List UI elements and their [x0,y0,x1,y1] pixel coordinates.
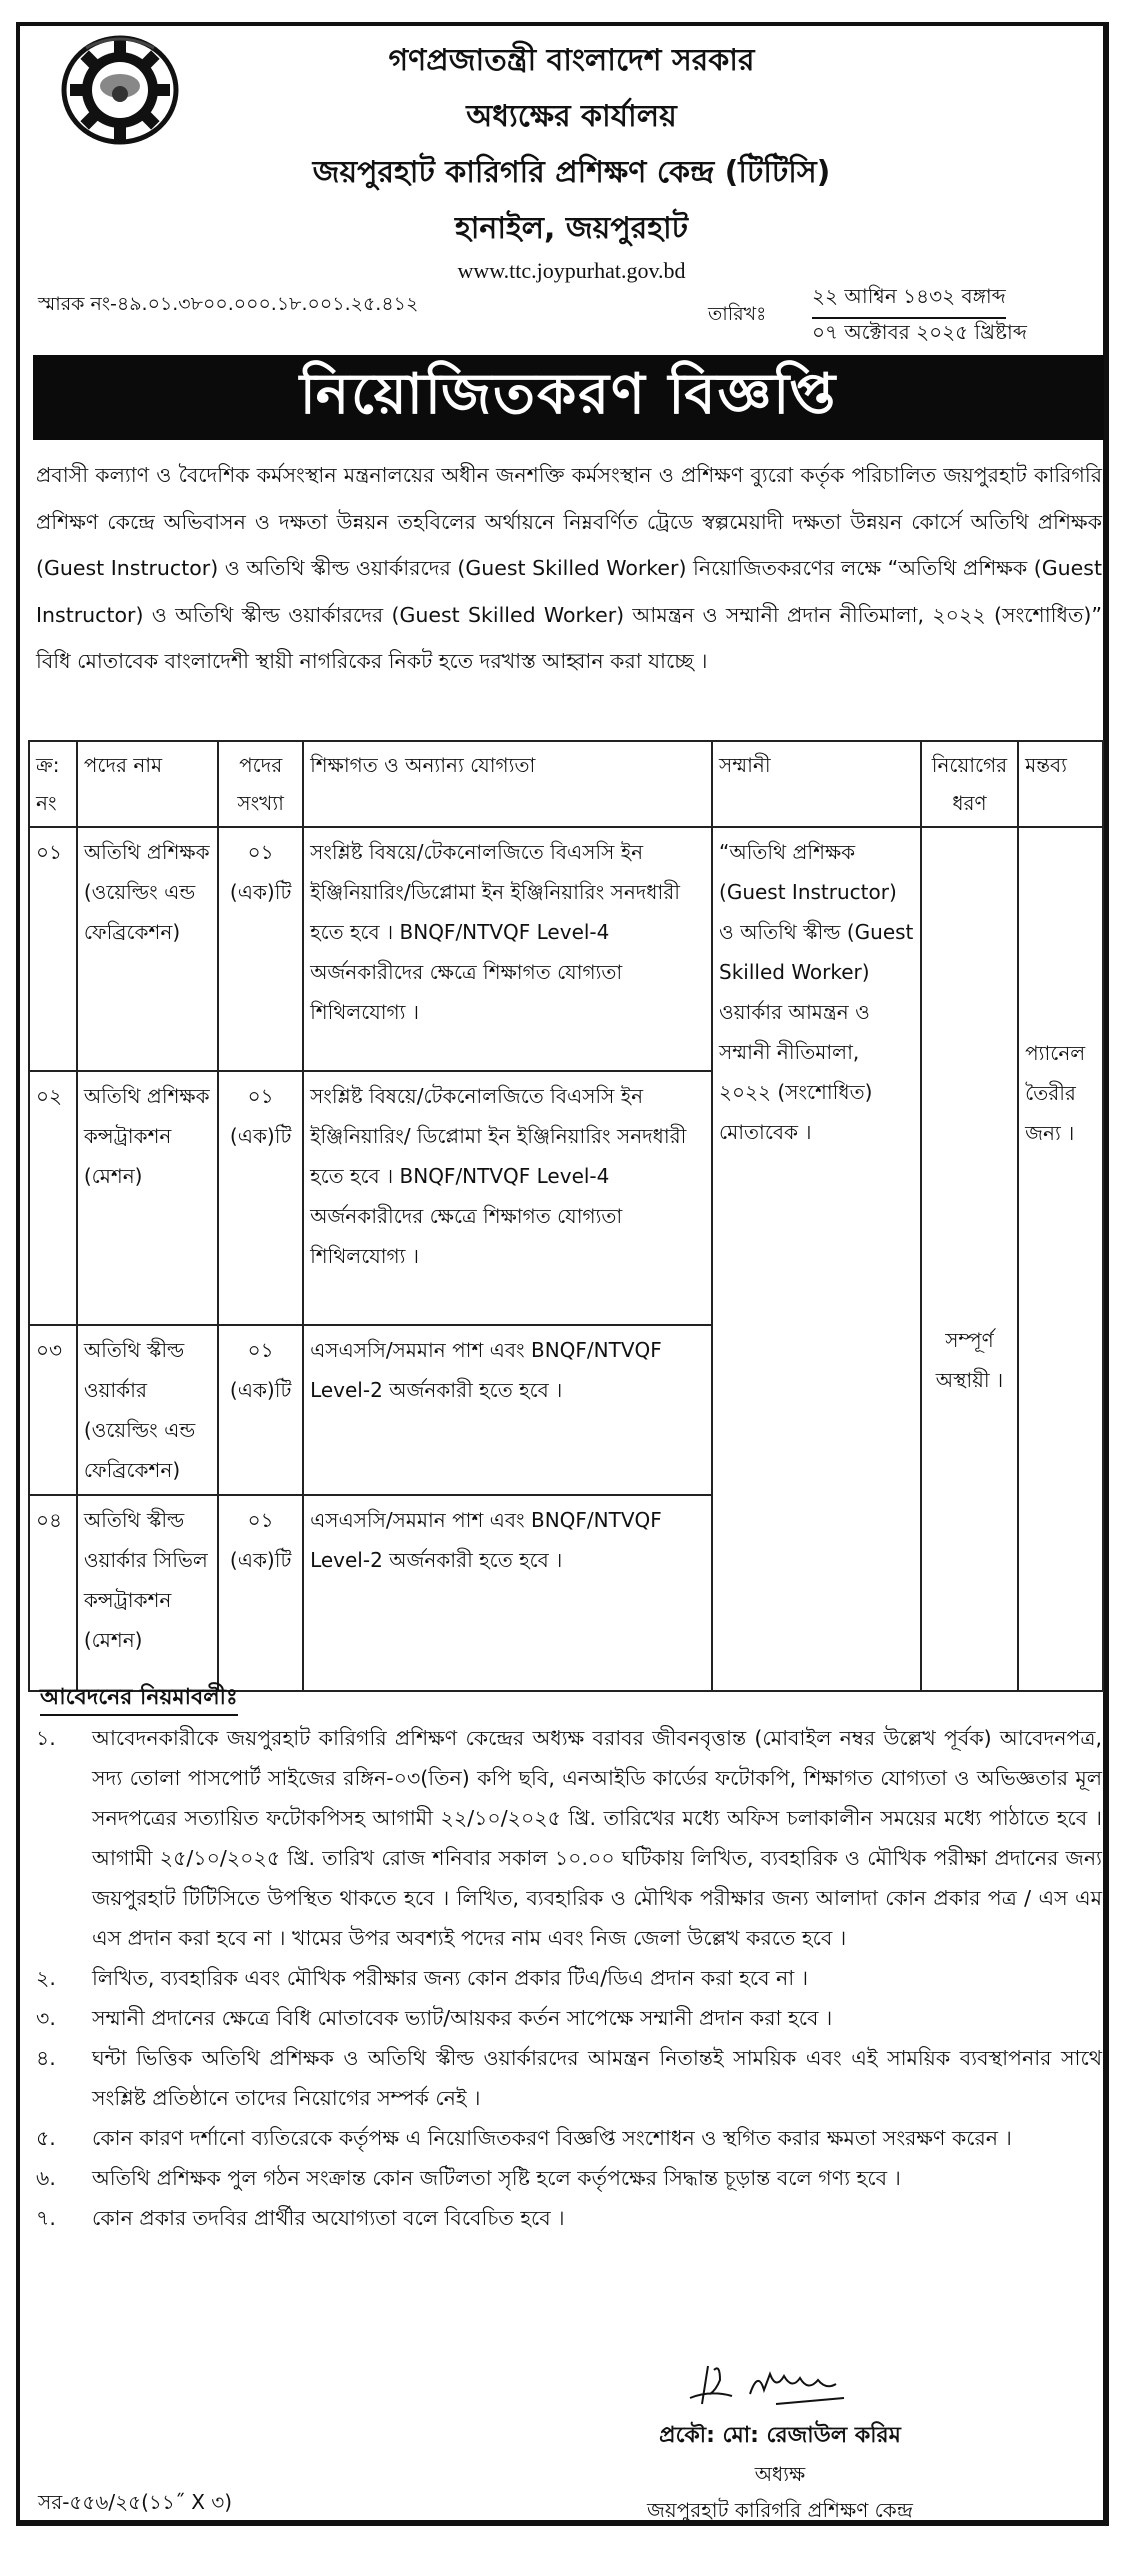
rules-heading: আবেদনের নিয়মাবলীঃ [40,1682,238,1716]
rule-number: ১. [36,1726,56,1750]
signature-block [560,2360,1000,2528]
header-office: অধ্যক্ষের কার্যালয় [466,99,677,134]
rule-item [36,2038,1102,2118]
col-appointment-type: নিয়োগের ধরণ [921,741,1018,827]
cell-qualification: সংশ্লিষ্ট বিষয়ে/টেকনোলজিতে বিএসসি ইন ইঞ্জিনিয়ারিং/ডিপ্লোমা ইন ইঞ্জিনিয়ারিং সনদধারী হতে হবে । BNQF/NTVQF Level-4 অর্জনকারীদের ক্ষেত্রে শিক্ষাগত যোগ্যতা শিথিলযোগ্য । [303,827,712,1071]
cell-post-name: অতিথি স্কীল্ড ওয়ার্কার (ওয়েল্ডিং এন্ড ফেব্রিকেশন) [77,1325,218,1495]
rule-item [36,2198,1102,2238]
website-link[interactable]: www.ttc.joypurhat.gov.bd [457,258,686,283]
signatory-designation: অধ্যক্ষ [754,2462,806,2486]
col-post-name: পদের নাম [77,741,218,827]
rule-item [36,1718,1102,1958]
rule-item [36,1958,1102,1998]
cell-post-count: ০১ (এক)টি [218,827,303,1071]
cell-qualification: এসএসসি/সমমান পাশ এবং BNQF/NTVQF Level-2 অর্জনকারী হতে হবে । [303,1495,712,1691]
col-post-count: পদের সংখ্যা [218,741,303,827]
cell-honorarium: “অতিথি প্রশিক্ষক (Guest Instructor) ও অতিথি স্কীল্ড (Guest Skilled Worker) ওয়ার্কার আমন্ত্রন ও সম্মানী নীতিমালা, ২০২২ (সংশোধিত) মোতাবেক । [712,827,921,1691]
rule-number: ৫. [36,2126,56,2150]
date-label: তারিখঃ [708,303,767,325]
header-institution: জয়পুরহাট কারিগরি প্রশিক্ষণ কেন্দ্র (টিটিসি) [312,155,831,190]
cell-appointment-type: সম্পূর্ণ অস্থায়ী । [921,827,1018,1691]
rule-number: ৭. [36,2206,56,2230]
rule-text: ঘন্টা ভিত্তিক অতিথি প্রশিক্ষক ও অতিথি স্কীল্ড ওয়ার্কারদের আমন্ত্রন নিতান্তই সাময়িক এবং এই সাময়িক ব্যবস্থাপনার সাথে সংশ্লিষ্ট প্রতিষ্ঠানে তাদের নিয়োগের সম্পর্ক নেই । [92,2046,1102,2110]
col-honorarium: সম্মানী [712,741,921,827]
date-bangla: ২২ আশ্বিন ১৪৩২ বঙ্গাব্দ [812,282,1006,319]
cell-serial: ০৩ [29,1325,77,1495]
cell-remarks: প্যানেল তৈরীর জন্য । [1018,827,1103,1691]
rule-item [36,2158,1102,2198]
cell-serial: ০৪ [29,1495,77,1691]
header-location: হানাইল, জয়পুরহাট [454,211,689,246]
handwritten-signature-icon [680,2360,880,2416]
cell-post-count: ০১ (এক)টি [218,1495,303,1691]
rule-text: অতিথি প্রশিক্ষক পুল গঠন সংক্রান্ত কোন জটিলতা সৃষ্টি হলে কর্তৃপক্ষের সিদ্ধান্ত চূড়ান্ত বলে গণ্য হবে । [92,2166,901,2190]
col-serial: ক্র: নং [29,741,77,827]
rule-text: লিখিত, ব্যবহারিক এবং মৌখিক পরীক্ষার জন্য কোন প্রকার টিএ/ডিএ প্রদান করা হবে না । [92,1966,809,1990]
rule-text: কোন কারণ দর্শানো ব্যতিরেকে কর্তৃপক্ষ এ নিয়োজিতকরণ বিজ্ঞপ্তি সংশোধন ও স্থগিত করার ক্ষমতা সংরক্ষণ করেন । [92,2126,1012,2150]
cell-post-name: অতিথি প্রশিক্ষক (ওয়েল্ডিং এন্ড ফেব্রিকেশন) [77,827,218,1071]
rule-text: কোন প্রকার তদবির প্রার্থীর অযোগ্যতা বলে বিবেচিত হবে । [92,2206,565,2230]
posts-table [28,740,1104,1692]
header-government: গণপ্রজাতন্ত্রী বাংলাদেশ সরকার [388,43,755,78]
footer-reference: সর-৫৫৬/২৫(১১˝ X ৩) [38,2490,233,2514]
cell-post-count: ০১ (এক)টি [218,1325,303,1495]
table-row [29,827,1103,1071]
rule-item [36,1998,1102,2038]
col-remarks: মন্তব্য [1018,741,1103,827]
memo-reference: স্মারক নং-৪৯.০১.৩৮০০.০০০.১৮.০০১.২৫.৪১২ [38,293,419,315]
rule-number: ৪. [36,2046,56,2070]
cell-serial: ০১ [29,827,77,1071]
cell-serial: ০২ [29,1071,77,1325]
cell-qualification: এসএসসি/সমমান পাশ এবং BNQF/NTVQF Level-2 অর্জনকারী হতে হবে । [303,1325,712,1495]
cell-post-name: অতিথি প্রশিক্ষক কন্সট্রাকশন (মেশন) [77,1071,218,1325]
cell-post-count: ০১ (এক)টি [218,1071,303,1325]
notice-title: নিয়োজিতকরণ বিজ্ঞপ্তি [33,355,1104,440]
rule-text: আবেদনকারীকে জয়পুরহাট কারিগরি প্রশিক্ষণ কেন্দ্রের অধ্যক্ষ বরাবর জীবনবৃত্তান্ত (মোবাইল নম্বর উল্লেখ পূর্বক) আবেদনপত্র, সদ্য তোলা পাসপোর্ট সাইজের রঙ্গিন-০৩(তিন) কপি ছবি, এনআইডি কার্ডের ফটোকপি, শিক্ষাগত যোগ্যতা ও অভিজ্ঞতার মূল সনদপত্রের সত্যায়িত ফটোকপিসহ আগামী ২২/১০/২০২৫ খ্রি. তারিখের মধ্যে অফিস চলাকালীন সময়ের মধ্যে পাঠাতে হবে । আগামী ২৫/১০/২০২৫ খ্রি. তারিখ রোজ শনিবার সকাল ১০.০০ ঘটিকায় লিখিত, ব্যবহারিক ও মৌখিক পরীক্ষা প্রদানের জন্য জয়পুরহাট টিটিসিতে উপস্থিত থাকতে হবে । লিখিত, ব্যবহারিক ও মৌখিক পরীক্ষার জন্য আলাদা কোন প্রকার পত্র / এস এম এস প্রদান করা হবে না । খামের উপর অবশ্যই পদের নাম এবং নিজ জেলা উল্লেখ করতে হবে । [92,1726,1102,1950]
cell-post-name: অতিথি স্কীল্ড ওয়ার্কার সিভিল কন্সট্রাকশন (মেশন) [77,1495,218,1691]
signatory-organization: জয়পুরহাট কারিগরি প্রশিক্ষণ কেন্দ্র [647,2498,913,2522]
rule-number: ২. [36,1966,56,1990]
intro-paragraph: প্রবাসী কল্যাণ ও বৈদেশিক কর্মসংস্থান মন্ত্রনালয়ের অধীন জনশক্তি কর্মসংস্থান ও প্রশিক্ষণ ব্যুরো কর্তৃক পরিচালিত জয়পুরহাট কারিগরি প্রশিক্ষণ কেন্দ্রে অভিবাসন ও দক্ষতা উন্নয়ন তহবিলের অর্থায়নে নিম্নবর্ণিত ট্রেডে স্বল্পমেয়াদী দক্ষতা উন্নয়ন কোর্সে অতিথি প্রশিক্ষক (Guest Instructor) ও অতিথি স্কীল্ড ওয়ার্কারদের (Guest Skilled Worker) নিয়োজিতকরণের লক্ষে “অতিথি প্রশিক্ষক (Guest Instructor) ও অতিথি স্কীল্ড ওয়ার্কারদের (Guest Skilled Worker) আমন্ত্রন ও সম্মানী প্রদান নীতিমালা, ২০২২ (সংশোধিত)” বিধি মোতাবেক বাংলাদেশী স্থায়ী নাগরিকের নিকট হতে দরখাস্ত আহ্বান করা যাচ্ছে । [36,463,1102,673]
cell-qualification: সংশ্লিষ্ট বিষয়ে/টেকনোলজিতে বিএসসি ইন ইঞ্জিনিয়ারিং/ ডিপ্লোমা ইন ইঞ্জিনিয়ারিং সনদধারী হতে হবে । BNQF/NTVQF Level-4 অর্জনকারীদের ক্ষেত্রে শিক্ষাগত যোগ্যতা শিথিলযোগ্য । [303,1071,712,1325]
rule-number: ৬. [36,2166,56,2190]
rules-list [36,1718,1102,2238]
rule-text: সম্মানী প্রদানের ক্ষেত্রে বিধি মোতাবেক ভ্যাট/আয়কর কর্তন সাপেক্ষে সম্মানী প্রদান করা হবে । [92,2006,833,2030]
col-qualification: শিক্ষাগত ও অন্যান্য যোগ্যতা [303,741,712,827]
table-header-row [29,741,1103,827]
date-english: ০৭ অক্টোবর ২০২৫ খ্রিষ্টাব্দ [812,320,1027,344]
signatory-name: প্রকৌ: মো: রেজাউল করিম [659,2423,901,2448]
rule-item [36,2118,1102,2158]
rule-number: ৩. [36,2006,56,2030]
